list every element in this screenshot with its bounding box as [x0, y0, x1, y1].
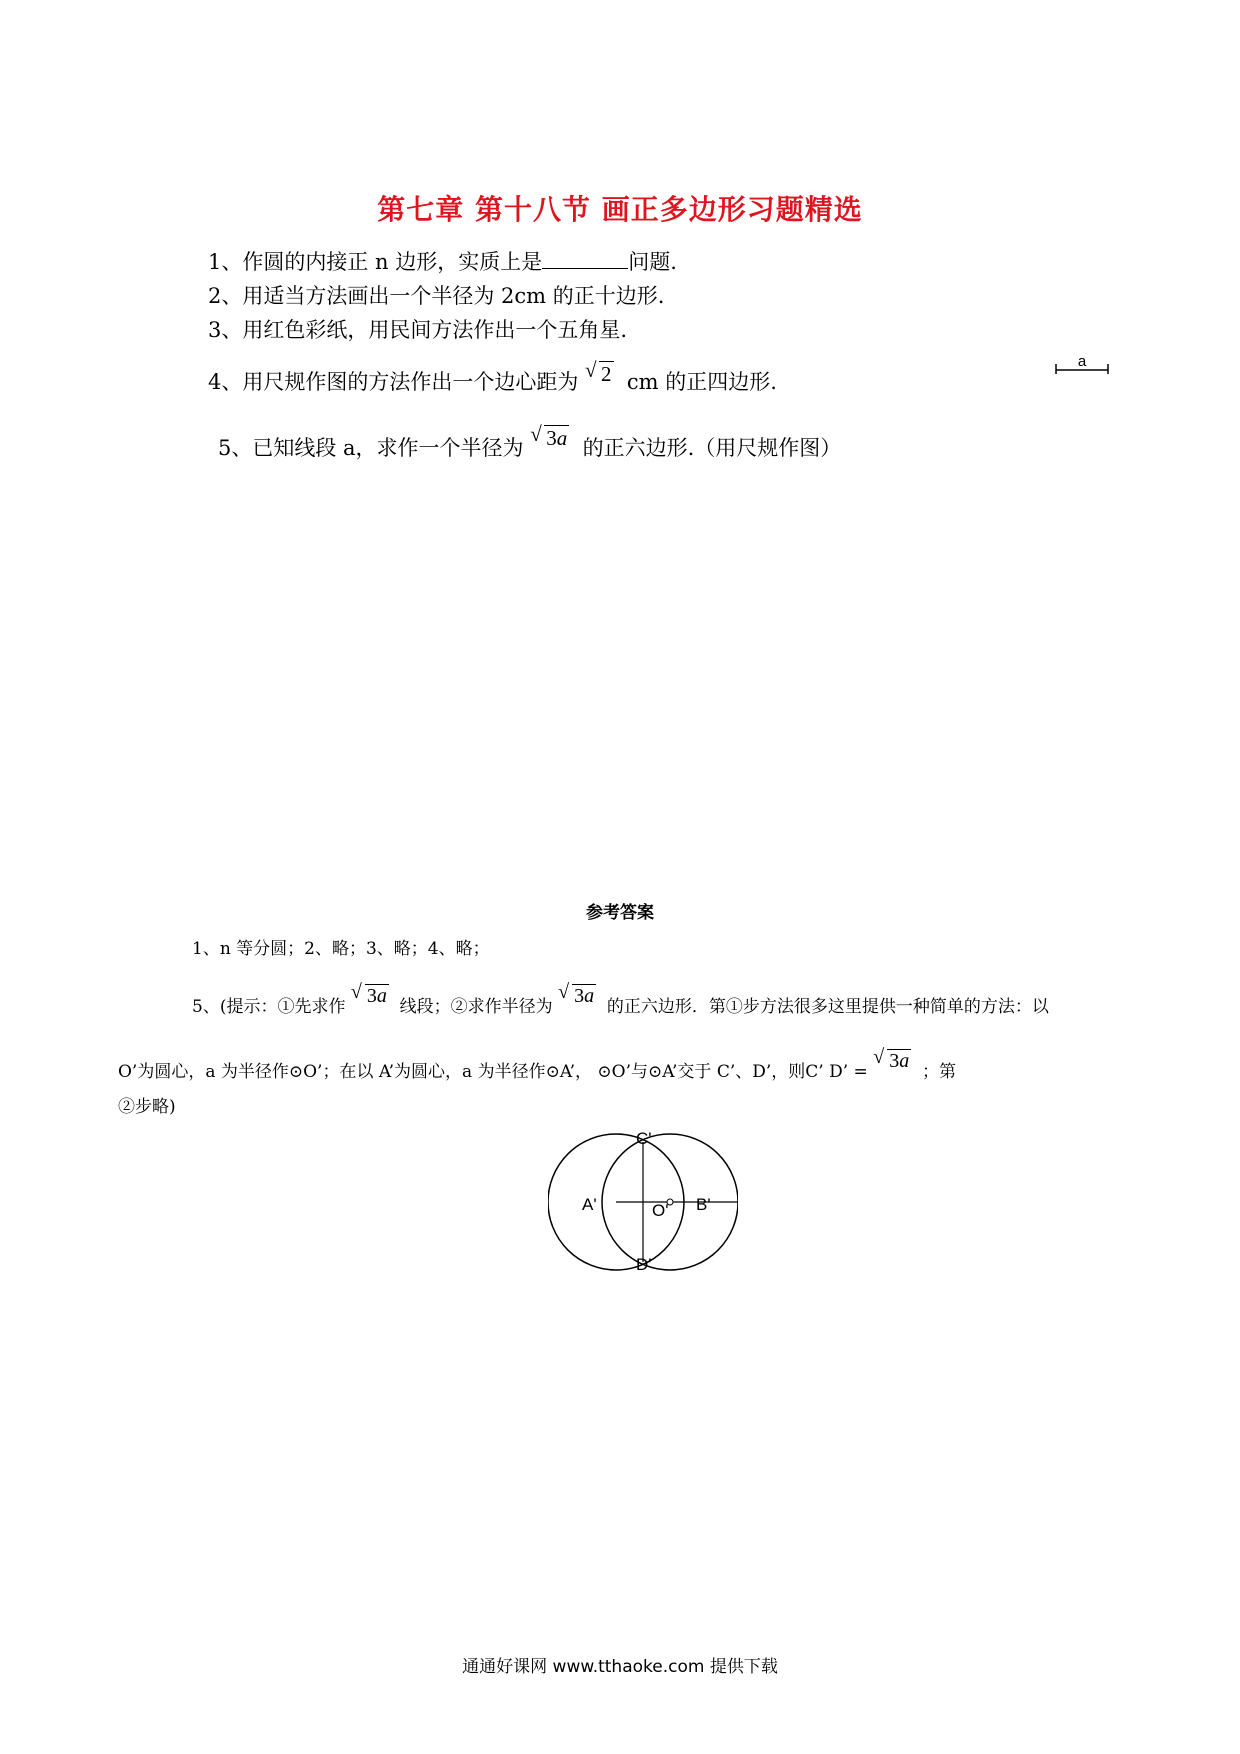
answer-line-3-part2: ；第 — [922, 1062, 956, 1082]
sqrt-3a-expression: √ 3a — [530, 422, 568, 450]
sqrt-variable: a — [899, 1050, 910, 1072]
segment-label: a — [1077, 353, 1087, 370]
question-5-suffix: 的正六边形.（用尺规作图） — [582, 436, 842, 460]
sqrt-2-expression: √ 2 — [585, 358, 612, 386]
sqrt-3a-expression: √ 3a — [873, 1046, 910, 1072]
construction-figure — [548, 1132, 738, 1272]
sqrt-variable: a — [584, 985, 595, 1007]
label-b: B' — [696, 1195, 711, 1214]
answer-line-3 — [118, 1046, 956, 1083]
question-2: 2、用适当方法画出一个半径为 2cm 的正十边形. — [208, 284, 665, 308]
answer-line-2-part2: 线段；②求作半径为 — [399, 997, 553, 1017]
answers-title: 参考答案 — [586, 903, 654, 923]
page-footer: 通通好课网 www.tthaoke.com 提供下载 — [462, 1657, 778, 1677]
label-a: A' — [582, 1195, 597, 1214]
segment-a-figure — [1054, 352, 1110, 376]
question-4 — [208, 358, 777, 396]
sqrt-radicand: 3 — [574, 985, 585, 1007]
sqrt-3a-expression: √ 3a — [350, 981, 387, 1007]
question-4-suffix: cm 的正四边形. — [626, 370, 777, 394]
answer-line-1: 1、n 等分圆；2、略；3、略；4、略； — [192, 939, 490, 959]
question-1 — [208, 246, 677, 276]
label-d: D' — [636, 1255, 652, 1272]
answer-line-3-part1: O’为圆心，a 为半径作⊙O’；在以 A’为圆心，a 为半径作⊙A’， ⊙O’与⊙A’交于 C’、D’，则C’ D’ = — [118, 1062, 868, 1082]
label-c: C' — [636, 1132, 652, 1148]
label-o: O' — [652, 1201, 669, 1220]
page-title: 第七章 第十八节 画正多边形习题精选 — [377, 193, 863, 226]
sqrt-radicand: 2 — [601, 362, 612, 386]
answer-line-4: ②步略) — [118, 1097, 176, 1117]
answer-line-2-part3: 的正六边形．第①步方法很多这里提供一种简单的方法：以 — [606, 997, 1049, 1017]
sqrt-3a-expression: √ 3a — [558, 981, 595, 1007]
question-1-text: 1、作圆的内接正 n 边形，实质上是 — [208, 250, 543, 274]
question-1-suffix: 问题. — [628, 250, 677, 274]
answer-line-2-part1: 5、(提示：①先求作 — [192, 997, 346, 1017]
sqrt-radicand: 3 — [546, 426, 557, 450]
sqrt-radicand: 3 — [889, 1050, 900, 1072]
sqrt-variable: a — [556, 426, 568, 450]
answer-blank[interactable] — [542, 250, 628, 269]
question-5 — [218, 422, 842, 462]
question-4-text: 4、用尺规作图的方法作出一个边心距为 — [208, 370, 579, 394]
question-3: 3、用红色彩纸，用民间方法作出一个五角星. — [208, 318, 628, 342]
answer-line-2 — [192, 981, 1049, 1018]
question-5-text: 5、已知线段 a，求作一个半径为 — [218, 436, 524, 460]
sqrt-variable: a — [376, 985, 387, 1007]
sqrt-radicand: 3 — [366, 985, 377, 1007]
